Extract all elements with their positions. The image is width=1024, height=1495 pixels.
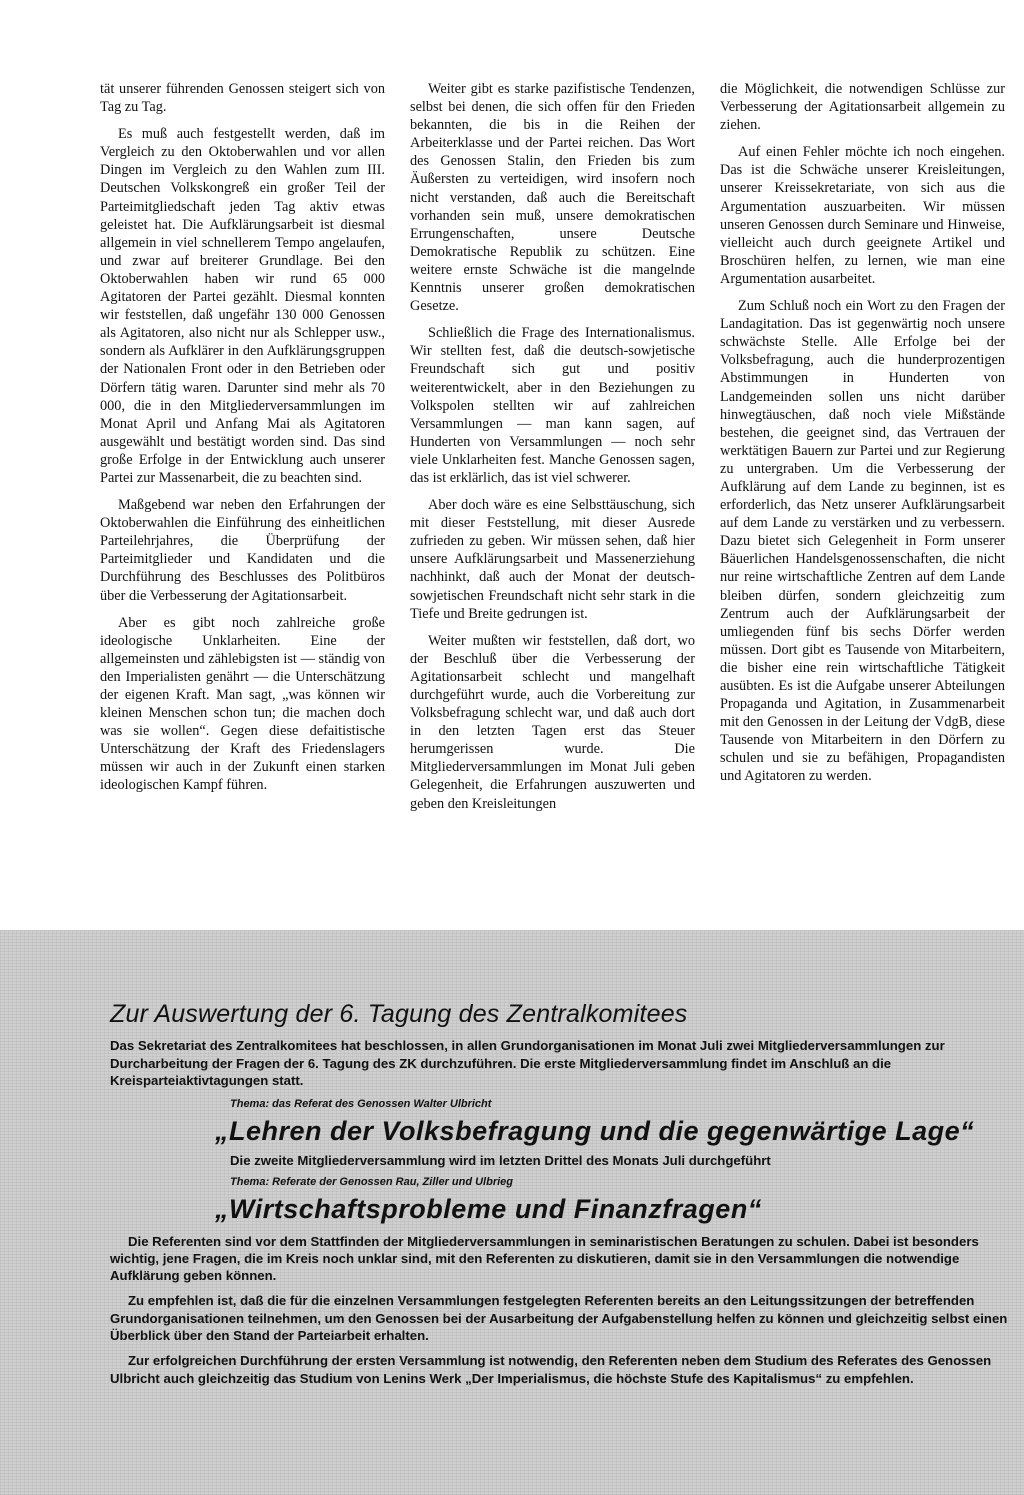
paragraph: die Möglichkeit, die notwendigen Schlüsse zur Verbesserung der Agitationsarbeit allgemein zu ziehen.: [720, 81, 1005, 134]
announcement-paragraph: Zur erfolgreichen Durchführung der ersten Versammlung ist notwendig, den Referenten neben dem Studium des Referates des Genossen Ulbricht auch gleichzeitig das Studium von Lenins Werk „Der Imperialismus, die höchste Stufe des Kapitalismus“ zu empfehlen.: [110, 1353, 992, 1386]
announcement-paragraph: Zu empfehlen ist, daß die für die einzelnen Versammlungen festgelegten Referenten bereits an den Leitungssitzungen der betreffenden Grundorganisationen teilnehmen, um den Genossen bei der Ausarbeitung der Aufgabenstellung helfen zu können und gleichzeitig selbst einen Überblick über den Stand der Parteiarbeit erhalten.: [110, 1293, 1008, 1343]
paragraph: Zum Schluß noch ein Wort zu den Fragen der Landagitation. Das ist gegenwärtig noch unsere schwächste Stelle. Alle Erfolge bei der Volksbefragung, auch die hunderprozentigen Abstimmungen in Hunderten von Landgemeinden sollen uns nicht darüber hinwegtäuschen, daß noch viele Mißstände bestehen, die geeignet sind, das Vertrauen der werktätigen Bauern zur Partei und zur Regierung zu untergraben. Um die Verbesserung der Aufklärung auf dem Lande zu beginnen, ist es erforderlich, das Netz unserer Aufklärungsarbeit auf dem Lande zu verstärken und zu verbessern. Dazu bietet sich Gelegenheit in Form unserer Bäuerlichen Handelsgenossenschaften, die nicht nur reine wirtschaftliche Zentren auf dem Lande bleiben dürfen, sondern gleichzeitig zum Zentrum auch der Aufklärungsarbeit der umliegenden fünf bis sechs Dörfer werden müssen. Dort gibt es Tausende von Mitarbeitern, die bisher eine rein wirtschaftliche Tätigkeit ausübten. Es ist die Aufgabe unserer Abteilungen Propaganda und Agitation, in Zusammenarbeit mit den Genossen in der Leitung der VdgB, diese Tausende von Mitarbeitern in den Dörfern zu schulen und sie zu befähigen, Propagandisten und Agitatoren zu werden.: [720, 298, 1005, 785]
article-columns: [100, 80, 1005, 910]
column-3: [720, 80, 1005, 910]
announcement-content: [110, 1000, 1010, 1387]
theme-label-2: Thema: Referate der Genossen Rau, Ziller und Ulbrieg: [230, 1175, 514, 1188]
paragraph: Schließlich die Frage des Internationalismus. Wir stellten fest, daß die deutsch-sowjetische Freundschaft sich gut und positiv weiterentwickelt, aber in den Beziehungen zu Volkspolen stellten wir auf zahlreichen Versammlungen — man kann sagen, auf Hunderten von Versammlungen — noch sehr viele Unklarheiten fest. Manche Genossen sagen, das ist erklärlich, das ist viel schwerer.: [410, 325, 695, 486]
paragraph: Weiter mußten wir feststellen, daß dort, wo der Beschluß über die Verbesserung der Agitationsarbeit schlecht und mangelhaft durchgeführt wurde, auch die Vorbereitung zur Volksbefragung schlecht war, und daß auch dort in den letzten Tagen erst das Steuer herumgerissen wurde. Die Mitgliederversammlungen im Monat Juli geben Gelegenheit, die Erfahrungen auszuwerten und geben den Kreisleitungen: [410, 632, 695, 812]
paragraph: tät unserer führenden Genossen steigert sich von Tag zu Tag.: [100, 81, 385, 116]
announcement-title: Zur Auswertung der 6. Tagung des Zentralkomitees: [110, 1000, 688, 1028]
column-1: [100, 80, 385, 910]
paragraph: Maßgebend war neben den Erfahrungen der Oktoberwahlen die Einführung des einheitlichen Parteilehrjahres, die Überprüfung der Parteimitglieder und Kandidaten und die Durchführung des Beschlusses des Politbüros über die Verbesserung der Agitationsarbeit.: [100, 497, 385, 604]
announcement-paragraph: Die Referenten sind vor dem Stattfinden der Mitgliederversammlungen in seminaristischen Beratungen zu schulen. Dabei ist besonders wichtig, jene Fragen, die im Kreis noch unklar sind, mit den Referenten zu diskutieren, damit sie in den Versammlungen die notwendige Aufklärung geben können.: [110, 1233, 979, 1284]
announcement-intro: Das Sekretariat des Zentralkomitees hat beschlossen, in allen Grundorganisationen im Monat Juli zwei Mitgliederversammlungen zur Durcharbeitung der Fragen der 6. Tagung des ZK durchzuführen. Die erste Mitgliederversammlung findet im Anschluß an die Kreisparteiaktivtagungen statt.: [110, 1038, 945, 1088]
headline-2: „Wirtschaftsprobleme und Finanzfragen“: [215, 1193, 762, 1224]
headline-1: „Lehren der Volksbefragung und die gegenwärtige Lage“: [215, 1115, 975, 1146]
paragraph: Weiter gibt es starke pazifistische Tendenzen, selbst bei denen, die sich offen für den Frieden bekannten, die bis in die Reihen der Arbeiterklasse und der Partei reichen. Das Wort des Genossen Stalin, den Frieden bis zum Äußersten zu verteidigen, wird insofern noch nicht verstanden, daß auch die Bereitschaft vorhanden sein muß, unsere demokratischen Errungenschaften, unsere Deutsche Demokratische Republik zu schützen. Eine weitere ernste Schwäche ist die mangelnde Kenntnis unserer großen demokratischen Gesetze.: [410, 81, 695, 315]
paragraph: Auf einen Fehler möchte ich noch eingehen. Das ist die Schwäche unserer Kreisleitungen, unserer Kreissekretariate, von sich aus die Argumentation auszuarbeiten. Wir müssen unseren Genossen durch Seminare und Hinweise, vielleicht auch durch geeignete Artikel und Broschüren helfen, zu lernen, wie man eine Argumentation ausarbeitet.: [720, 144, 1005, 287]
theme-label-1: Thema: das Referat des Genossen Walter Ulbricht: [230, 1097, 492, 1110]
paragraph: Es muß auch festgestellt werden, daß im Vergleich zu den Oktoberwahlen und vor allen Dingen im Vergleich zu den Wahlen zum III. Deutschen Volkskongreß ein großer Teil der Parteimitgliedschaft jeden Tag aktiv etwas geleistet hat. Die Aufklärungsarbeit ist diesmal allgemein in viel schnellerem Tempo angelaufen, und zwar auf breiterer Grundlage. Bei den Oktoberwahlen haben wir rund 65 000 Agitatoren der Partei gezählt. Diesmal konnten wir feststellen, daß ungefähr 130 000 Genossen als Agitatoren, also nicht nur als Schlepper usw., sondern als Aufklärer in den Aufklärungsgruppen der Nationalen Front oder in den Betrieben oder Dörfern tätig waren. Darunter sind mehr als 70 000, die in den Mitgliederversammlungen im Monat April und Anfang Mai als Agitatoren ausgewählt und bestätigt worden sind. Das sind große Erfolge in der Entwicklung auch unserer Partei zur Massenarbeit, die zu beachten sind.: [100, 126, 385, 486]
announcement-box: [0, 930, 1024, 1495]
second-meeting-note: Die zweite Mitgliederversammlung wird im letzten Drittel des Monats Juli durchgeführt: [230, 1152, 771, 1168]
column-2: [410, 80, 695, 910]
paragraph: Aber doch wäre es eine Selbsttäuschung, sich mit dieser Feststellung, mit dieser Ausrede zufrieden zu geben. Wir müssen sehen, daß hier unsere Aufklärungsarbeit und Massenerziehung nachhinkt, daß auch der Monat der deutsch-sowjetischen Freundschaft nicht sehr stark in die Tiefe und Breite gedrungen ist.: [410, 497, 695, 622]
paragraph: Aber es gibt noch zahlreiche große ideologische Unklarheiten. Eine der allgemeinsten und zählebigsten ist — ständig von den Imperialisten genährt — die Unterschätzung der eigenen Kraft. Man sagt, „was können wir kleinen Menschen schon tun; die machen doch was sie wollen“. Gegen diese defaitistische Unterschätzung der Kraft des Friedenslagers müssen wir auch in der Zukunft einen starken ideologischen Kampf führen.: [100, 614, 385, 794]
